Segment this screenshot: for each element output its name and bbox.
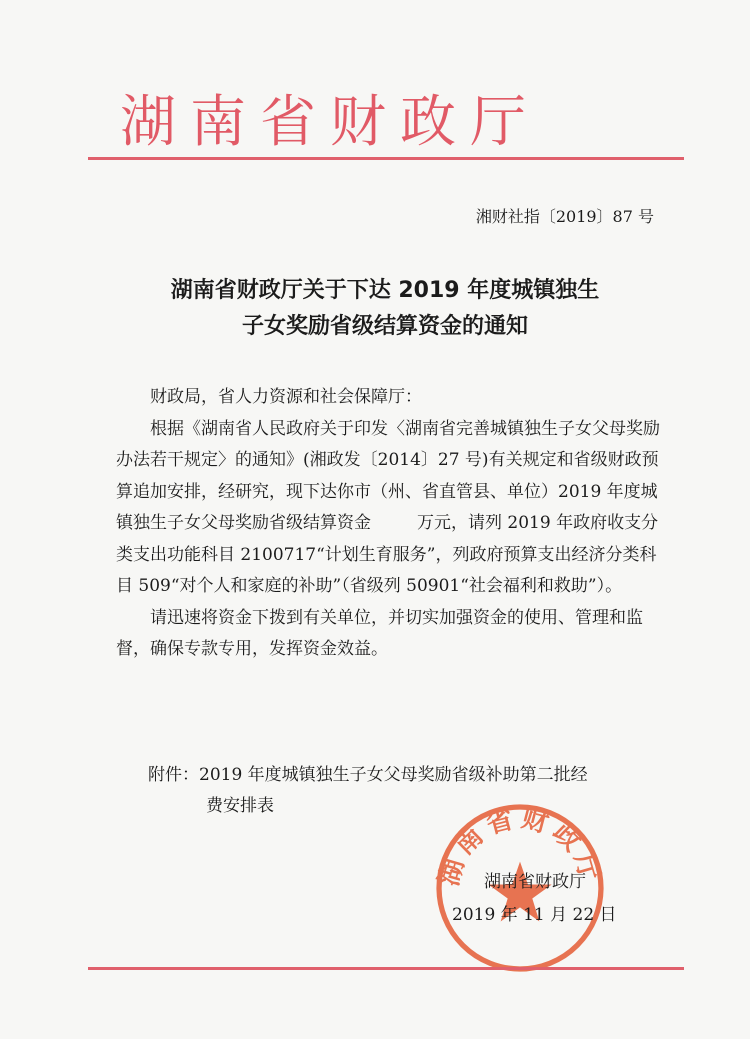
signature-org: 湖南省财政厅 (484, 872, 586, 892)
paragraph-1-part-a: 根据《湖南省人民政府关于印发〈湖南省完善城镇独生子女父母奖励办法若干规定〉的通知》(湘政发〔2014〕27 号)有关规定和省级财政预算追加安排，经研究，现下达你市（州、省直管县、单位）2019 年度城镇独生子女父母奖励省级结算资金 (116, 418, 660, 533)
document-title (90, 273, 680, 345)
attachment-line-2: 费安排表 (206, 796, 274, 816)
paragraph-1-part-b: 万元，请列 2019 年政府收支分类支出功能科目 2100717“计划生育服务”，列政府预算支出经济分类科目 509“对个人和家庭的补助”（省级列 50901“社会福利和救助”）。 (116, 513, 659, 596)
signature-date: 2019 年 11 月 22 日 (452, 905, 617, 925)
red-divider-bottom (88, 967, 684, 970)
issuer-masthead: 湖南省财政厅 (120, 90, 540, 155)
paragraph-2: 请迅速将资金下拨到有关单位，并切实加强资金的使用、管理和监督，确保专款专用，发挥资金效益。 (116, 607, 643, 659)
title-line-1: 湖南省财政厅关于下达 2019 年度城镇独生 (170, 278, 600, 303)
document-number: 湘财社指〔2019〕87 号 (475, 207, 654, 226)
seal-text: 湖南省财政厅 (433, 802, 607, 890)
greeting: 财政局，省人力资源和社会保障厅： (150, 387, 422, 407)
red-divider-top (88, 157, 684, 160)
attachment-label: 附件： (148, 765, 199, 785)
title-line-2: 子女奖励省级结算资金的通知 (241, 314, 528, 339)
attachment-line-1: 2019 年度城镇独生子女父母奖励省级补助第二批经 (199, 765, 588, 785)
signature-block (452, 866, 617, 932)
document-body (116, 382, 664, 666)
paragraph-1 (116, 414, 664, 603)
